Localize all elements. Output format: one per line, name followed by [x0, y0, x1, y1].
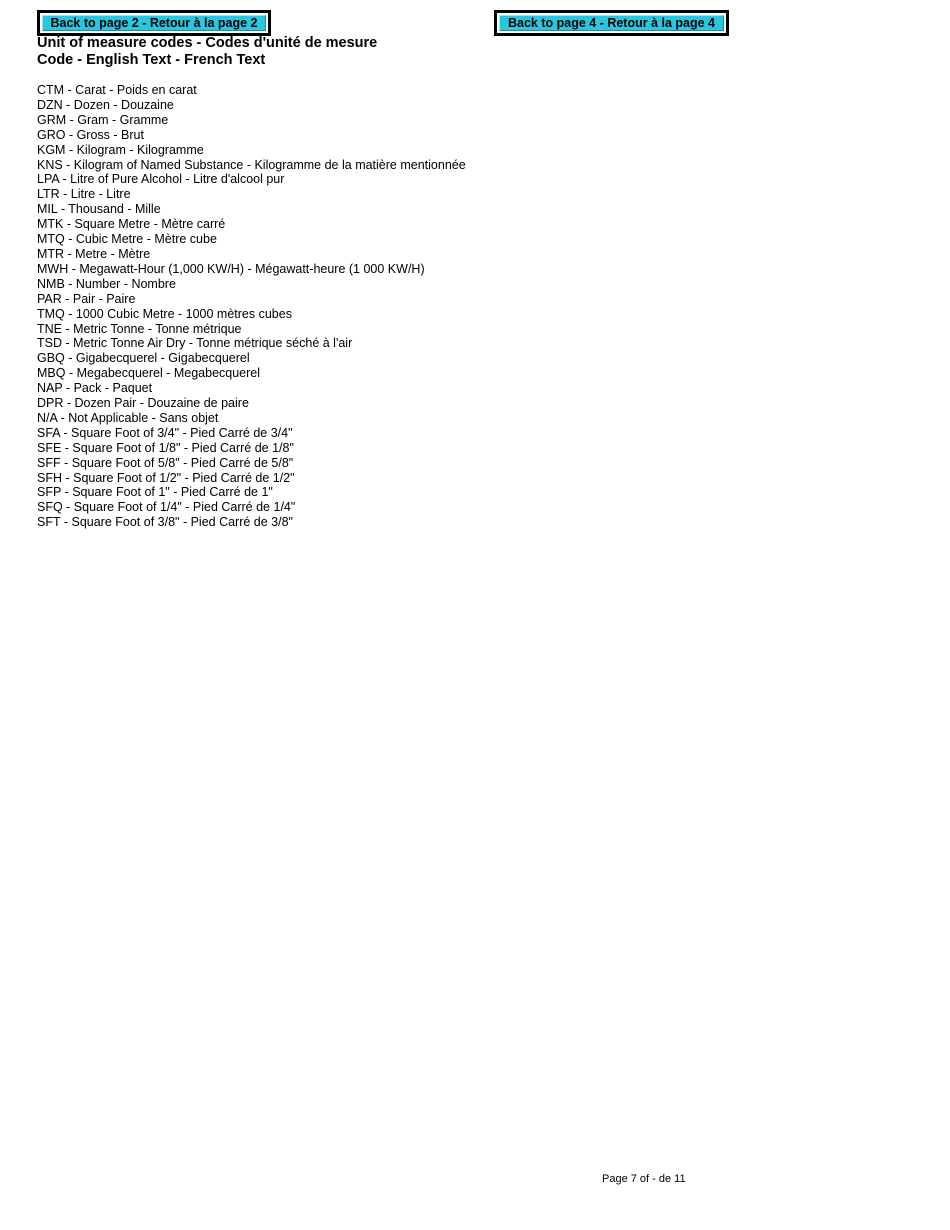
unit-code-list: [37, 83, 466, 530]
unit-code-item: SFT - Square Foot of 3/8" - Pied Carré de 3/8": [37, 515, 293, 530]
unit-code-item: SFA - Square Foot of 3/4" - Pied Carré de 3/4": [37, 425, 293, 440]
back-to-page-4-button[interactable]: [494, 10, 729, 36]
back-to-page-2-button[interactable]: [37, 10, 271, 36]
unit-code-item: SFF - Square Foot of 5/8" - Pied Carré de 5/8": [37, 455, 294, 470]
unit-code-item: CTM - Carat - Poids en carat: [37, 83, 197, 97]
unit-code-item: N/A - Not Applicable - Sans objet: [37, 410, 219, 425]
back-to-page-4-label: Back to page 4 - Retour à la page 4: [499, 15, 724, 31]
unit-code-item: MWH - Megawatt-Hour (1,000 KW/H) - Mégawatt-heure (1 000 KW/H): [37, 261, 425, 276]
unit-code-item: TNE - Metric Tonne - Tonne métrique: [37, 321, 242, 336]
unit-code-item: TMQ - 1000 Cubic Metre - 1000 mètres cubes: [37, 306, 292, 321]
unit-code-item: MTQ - Cubic Metre - Mètre cube: [37, 232, 217, 247]
unit-code-item: SFP - Square Foot of 1" - Pied Carré de 1": [37, 485, 273, 500]
unit-code-item: GRO - Gross - Brut: [37, 127, 144, 142]
unit-code-item: NAP - Pack - Paquet: [37, 381, 153, 396]
back-to-page-2-label: Back to page 2 - Retour à la page 2: [42, 15, 266, 31]
unit-code-item: SFH - Square Foot of 1/2" - Pied Carré de 1/2": [37, 470, 295, 485]
unit-code-item: KNS - Kilogram of Named Substance - Kilogramme de la matière mentionnée: [37, 157, 466, 172]
unit-code-item: MTR - Metre - Mètre: [37, 246, 151, 261]
unit-code-item: SFQ - Square Foot of 1/4" - Pied Carré de 1/4": [37, 500, 296, 515]
unit-code-item: MTK - Square Metre - Mètre carré: [37, 217, 226, 232]
unit-code-item: GRM - Gram - Gramme: [37, 112, 169, 127]
unit-code-item: DZN - Dozen - Douzaine: [37, 97, 174, 112]
unit-code-item: LPA - Litre of Pure Alcohol - Litre d'alcool pur: [37, 172, 285, 187]
unit-code-item: GBQ - Gigabecquerel - Gigabecquerel: [37, 351, 250, 366]
unit-code-item: MBQ - Megabecquerel - Megabecquerel: [37, 366, 261, 381]
unit-code-item: LTR - Litre - Litre: [37, 187, 131, 202]
unit-code-item: PAR - Pair - Paire: [37, 291, 136, 306]
unit-code-item: MIL - Thousand - Mille: [37, 202, 161, 217]
unit-code-item: NMB - Number - Nombre: [37, 276, 176, 291]
column-legend: Code - English Text - French Text: [37, 52, 266, 68]
unit-code-item: DPR - Dozen Pair - Douzaine de paire: [37, 396, 249, 411]
page-number: Page 7 of - de 11: [602, 1173, 686, 1185]
unit-code-item: KGM - Kilogram - Kilogramme: [37, 142, 204, 157]
unit-code-item: TSD - Metric Tonne Air Dry - Tonne métrique séché à l'air: [37, 336, 353, 351]
unit-code-item: SFE - Square Foot of 1/8" - Pied Carré de 1/8": [37, 440, 294, 455]
page-title: Unit of measure codes - Codes d'unité de mesure: [37, 35, 378, 51]
